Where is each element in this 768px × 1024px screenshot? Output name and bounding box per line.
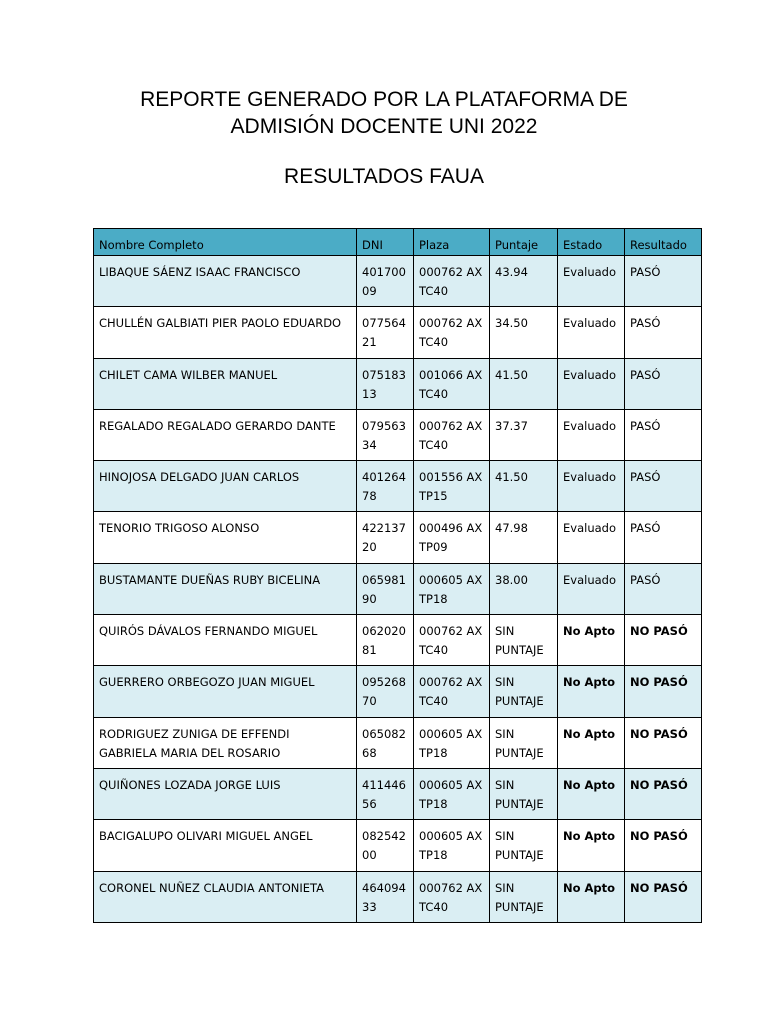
cell-plaza-line: 000762 AX <box>419 880 483 895</box>
cell-resultado: NO PASÓ <box>625 871 702 922</box>
cell-resultado: NO PASÓ <box>625 615 702 666</box>
cell-plaza <box>414 871 490 922</box>
cell-puntaje-line: SIN <box>495 624 515 639</box>
cell-dni-line: 401264 <box>362 470 406 485</box>
table-row <box>94 666 702 717</box>
cell-estado: Evaluado <box>558 358 625 409</box>
cell-dni-line: 33 <box>362 899 377 914</box>
column-header-resultado: Resultado <box>625 229 702 256</box>
cell-dni-line: 065082 <box>362 726 406 741</box>
table-row <box>94 615 702 666</box>
cell-dni <box>357 666 414 717</box>
cell-dni-line: 78 <box>362 489 377 504</box>
cell-plaza-line: TC40 <box>419 386 449 401</box>
cell-dni-line: 082542 <box>362 829 406 844</box>
cell-plaza-line: TC40 <box>419 335 449 350</box>
cell-dni-line: 70 <box>362 694 377 709</box>
cell-plaza <box>414 717 490 768</box>
cell-dni <box>357 820 414 871</box>
report-subtitle: RESULTADOS FAUA <box>284 165 484 188</box>
cell-dni <box>357 256 414 307</box>
cell-resultado: PASÓ <box>625 358 702 409</box>
cell-dni-line: 401700 <box>362 265 406 279</box>
cell-plaza-line: TC40 <box>419 899 449 914</box>
cell-puntaje-line: PUNTAJE <box>495 899 544 914</box>
cell-plaza-line: 001556 AX <box>419 470 483 485</box>
cell-resultado: PASÓ <box>625 512 702 563</box>
table-row <box>94 512 702 563</box>
cell-plaza <box>414 768 490 819</box>
cell-dni <box>357 768 414 819</box>
cell-puntaje-line: SIN <box>495 829 515 844</box>
cell-plaza <box>414 512 490 563</box>
cell-plaza <box>414 615 490 666</box>
cell-estado: No Apto <box>558 615 625 666</box>
cell-puntaje <box>490 871 558 922</box>
cell-plaza-line: 000605 AX <box>419 777 483 792</box>
cell-plaza <box>414 820 490 871</box>
table-row <box>94 871 702 922</box>
cell-puntaje-line: 34.50 <box>495 316 528 331</box>
cell-nombre: TENORIO TRIGOSO ALONSO <box>94 512 357 563</box>
cell-puntaje <box>490 256 558 307</box>
cell-estado: No Apto <box>558 820 625 871</box>
cell-plaza-line: 000496 AX <box>419 521 483 536</box>
cell-estado: Evaluado <box>558 563 625 614</box>
cell-puntaje-line: PUNTAJE <box>495 848 544 863</box>
cell-plaza <box>414 563 490 614</box>
cell-dni-line: 411446 <box>362 777 406 792</box>
cell-nombre: HINOJOSA DELGADO JUAN CARLOS <box>94 461 357 512</box>
cell-plaza <box>414 461 490 512</box>
cell-nombre: GUERRERO ORBEGOZO JUAN MIGUEL <box>94 666 357 717</box>
table-row <box>94 307 702 358</box>
cell-puntaje-line: 41.50 <box>495 470 528 485</box>
cell-plaza-line: TC40 <box>419 694 449 709</box>
cell-dni <box>357 563 414 614</box>
report-title-line1: REPORTE GENERADO POR LA PLATAFORMA DE <box>140 88 628 111</box>
cell-plaza <box>414 256 490 307</box>
cell-resultado: NO PASÓ <box>625 717 702 768</box>
cell-dni <box>357 717 414 768</box>
cell-dni-line: 13 <box>362 386 377 401</box>
cell-estado: No Apto <box>558 717 625 768</box>
cell-puntaje <box>490 358 558 409</box>
cell-dni <box>357 307 414 358</box>
cell-puntaje <box>490 563 558 614</box>
cell-dni <box>357 358 414 409</box>
cell-plaza-line: 000762 AX <box>419 316 483 331</box>
report-title-line2: ADMISIÓN DOCENTE UNI 2022 <box>230 115 538 138</box>
cell-dni-line: 062020 <box>362 624 406 639</box>
cell-dni-line: 34 <box>362 437 377 452</box>
cell-resultado: NO PASÓ <box>625 820 702 871</box>
cell-dni-line: 68 <box>362 745 377 760</box>
cell-dni-line: 90 <box>362 591 377 606</box>
cell-plaza-line: 000762 AX <box>419 265 483 279</box>
cell-nombre: QUIÑONES LOZADA JORGE LUIS <box>94 768 357 819</box>
cell-dni-line: 095268 <box>362 675 406 690</box>
cell-dni-line: 09 <box>362 284 377 298</box>
cell-puntaje-line: SIN <box>495 880 515 895</box>
cell-resultado: PASÓ <box>625 409 702 460</box>
cell-dni-line: 065981 <box>362 572 406 587</box>
cell-dni <box>357 461 414 512</box>
results-table <box>93 228 702 923</box>
cell-dni-line: 56 <box>362 796 377 811</box>
table-row <box>94 563 702 614</box>
cell-plaza-line: TP18 <box>419 591 448 606</box>
cell-resultado: PASÓ <box>625 461 702 512</box>
cell-puntaje <box>490 307 558 358</box>
table-row <box>94 717 702 768</box>
cell-estado: Evaluado <box>558 461 625 512</box>
cell-puntaje <box>490 820 558 871</box>
cell-nombre: QUIRÓS DÁVALOS FERNANDO MIGUEL <box>94 615 357 666</box>
cell-plaza <box>414 666 490 717</box>
cell-resultado: PASÓ <box>625 256 702 307</box>
cell-resultado: PASÓ <box>625 563 702 614</box>
column-header-puntaje: Puntaje <box>490 229 558 256</box>
cell-nombre: RODRIGUEZ ZUNIGA DE EFFENDI GABRIELA MARIA DEL ROSARIO <box>94 717 357 768</box>
cell-nombre: REGALADO REGALADO GERARDO DANTE <box>94 409 357 460</box>
cell-plaza-line: 000605 AX <box>419 829 483 844</box>
cell-dni <box>357 871 414 922</box>
cell-estado: No Apto <box>558 768 625 819</box>
column-header-plaza: Plaza <box>414 229 490 256</box>
cell-dni-line: 20 <box>362 540 377 555</box>
column-header-dni: DNI <box>357 229 414 256</box>
cell-dni-line: 21 <box>362 335 377 350</box>
cell-plaza-line: TP18 <box>419 796 448 811</box>
cell-puntaje-line: PUNTAJE <box>495 745 544 760</box>
cell-puntaje-line: 38.00 <box>495 572 528 587</box>
cell-dni-line: 075183 <box>362 367 406 382</box>
cell-estado: No Apto <box>558 871 625 922</box>
table-row <box>94 768 702 819</box>
cell-plaza <box>414 307 490 358</box>
table-row <box>94 256 702 307</box>
cell-estado: Evaluado <box>558 409 625 460</box>
column-header-nombre: Nombre Completo <box>94 229 357 256</box>
cell-puntaje <box>490 717 558 768</box>
cell-puntaje-line: SIN <box>495 675 515 690</box>
cell-puntaje <box>490 461 558 512</box>
cell-dni <box>357 409 414 460</box>
cell-puntaje <box>490 409 558 460</box>
cell-plaza-line: 000762 AX <box>419 418 483 433</box>
table-row <box>94 820 702 871</box>
cell-dni-line: 077564 <box>362 316 406 331</box>
table-body <box>94 256 702 923</box>
cell-puntaje-line: PUNTAJE <box>495 796 544 811</box>
cell-puntaje-line: SIN <box>495 777 515 792</box>
cell-dni <box>357 512 414 563</box>
cell-estado: No Apto <box>558 666 625 717</box>
cell-estado: Evaluado <box>558 512 625 563</box>
cell-nombre: CHULLÉN GALBIATI PIER PAOLO EDUARDO <box>94 307 357 358</box>
cell-nombre: BUSTAMANTE DUEÑAS RUBY BICELINA <box>94 563 357 614</box>
cell-estado: Evaluado <box>558 307 625 358</box>
cell-dni <box>357 615 414 666</box>
cell-nombre: BACIGALUPO OLIVARI MIGUEL ANGEL <box>94 820 357 871</box>
cell-puntaje-line: SIN <box>495 726 515 741</box>
cell-plaza-line: TC40 <box>419 643 449 658</box>
cell-plaza-line: 000605 AX <box>419 572 483 587</box>
cell-plaza <box>414 409 490 460</box>
cell-dni-line: 079563 <box>362 418 406 433</box>
cell-puntaje <box>490 512 558 563</box>
table-row <box>94 461 702 512</box>
cell-puntaje-line: 41.50 <box>495 367 528 382</box>
cell-plaza-line: 000605 AX <box>419 726 483 741</box>
cell-plaza <box>414 358 490 409</box>
cell-dni-line: 422137 <box>362 521 406 536</box>
cell-dni-line: 464094 <box>362 880 406 895</box>
cell-plaza-line: 000762 AX <box>419 675 483 690</box>
cell-puntaje-line: 47.98 <box>495 521 528 536</box>
cell-puntaje <box>490 768 558 819</box>
cell-nombre: CORONEL NUÑEZ CLAUDIA ANTONIETA <box>94 871 357 922</box>
cell-plaza-line: TP18 <box>419 745 448 760</box>
cell-puntaje <box>490 666 558 717</box>
cell-plaza-line: TP15 <box>419 489 448 504</box>
cell-resultado: NO PASÓ <box>625 666 702 717</box>
cell-puntaje-line: PUNTAJE <box>495 694 544 709</box>
cell-plaza-line: TP09 <box>419 540 448 555</box>
cell-resultado: PASÓ <box>625 307 702 358</box>
table-row <box>94 358 702 409</box>
column-header-estado: Estado <box>558 229 625 256</box>
cell-plaza-line: TP18 <box>419 848 448 863</box>
cell-puntaje <box>490 615 558 666</box>
table-header-row <box>94 229 702 256</box>
cell-nombre: CHILET CAMA WILBER MANUEL <box>94 358 357 409</box>
cell-puntaje-line: 37.37 <box>495 418 528 433</box>
cell-resultado: NO PASÓ <box>625 768 702 819</box>
cell-plaza-line: 001066 AX <box>419 367 483 382</box>
cell-plaza-line: 000762 AX <box>419 624 483 639</box>
cell-nombre: LIBAQUE SÁENZ ISAAC FRANCISCO <box>94 256 357 307</box>
cell-dni-line: 81 <box>362 643 377 658</box>
cell-puntaje-line: 43.94 <box>495 265 528 279</box>
cell-dni-line: 00 <box>362 848 377 863</box>
table-row <box>94 409 702 460</box>
cell-plaza-line: TC40 <box>419 437 449 452</box>
cell-puntaje-line: PUNTAJE <box>495 643 544 658</box>
cell-plaza-line: TC40 <box>419 284 449 298</box>
cell-estado: Evaluado <box>558 256 625 307</box>
